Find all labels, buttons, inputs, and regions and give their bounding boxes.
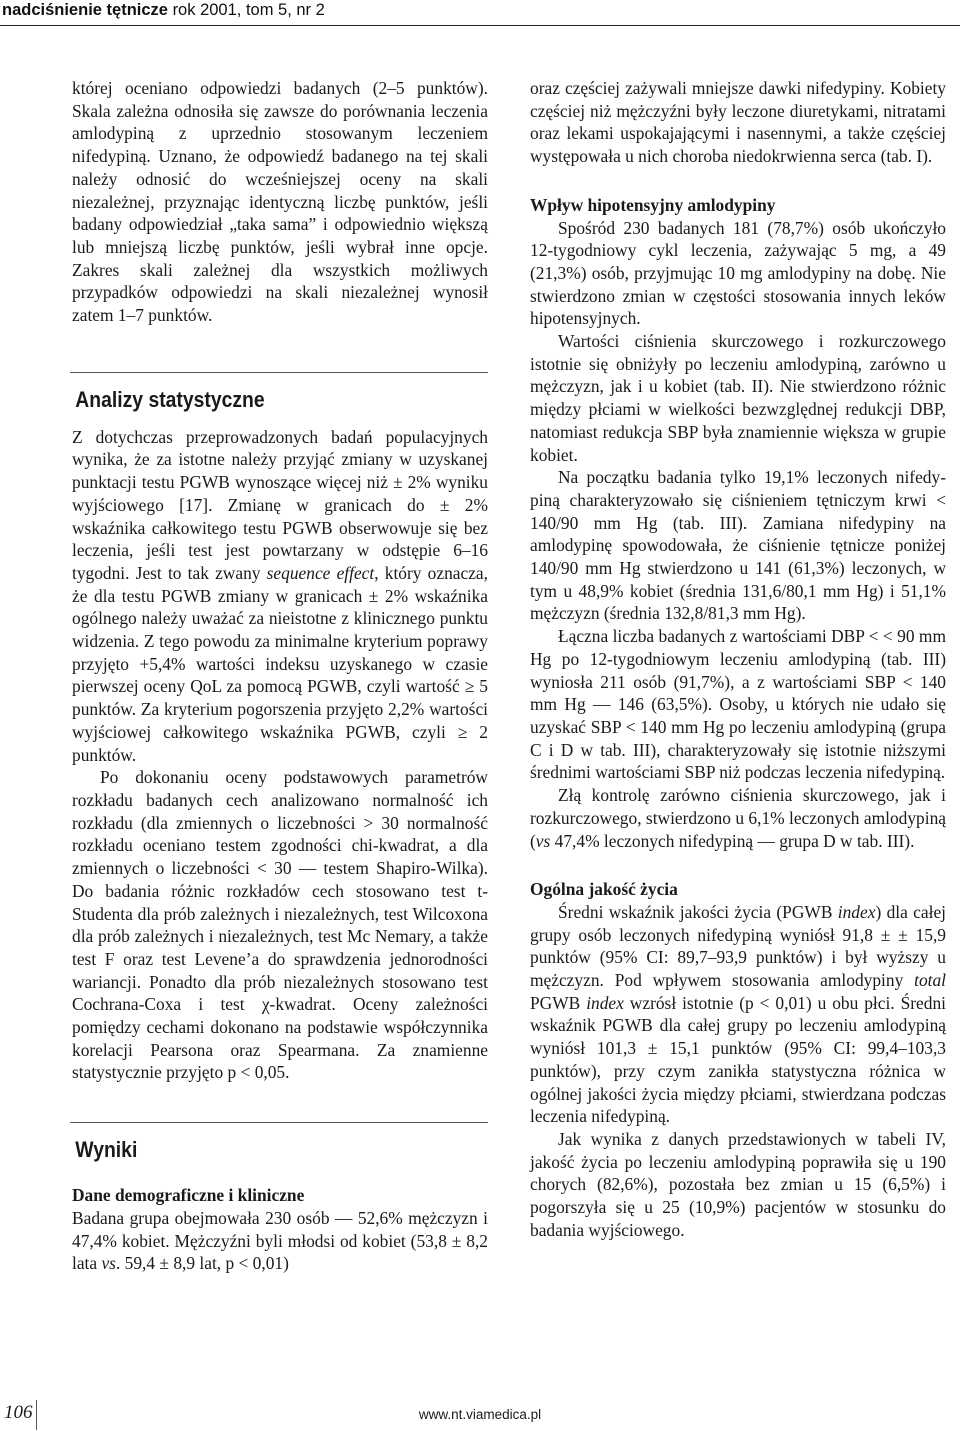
- intro-paragraph: której oceniano odpowiedzi badanych (2–5 punktów). Skala zależna odnosiła się zawsze do porównania leczenia amlodypiną z uprzednio stosowanym leczeniem nifedypiną. Uznano, że odpowiedź badanego na tej skali należy odnosić do wcześniejszej oceny na skali niezależnej, przyznając identyczną liczbę punktów, jeśli badany odpowiedział „taka sama” i odpowiednio większą lub mniejszą liczbę punktów, jeśli wybrał inne opcje. Zakres skali zależnej dla wszystkich możliwych przypadków odpowiedzi na skali niezależnej wynosił zatem 1–7 punktów.: [72, 78, 488, 326]
- hypo-paragraph-3: Na początku badania tylko 19,1% leczonych nifedypiną charakteryzowało się ciśnieniem tętniczym krwi < 140/90 mm Hg (tab. III). Zamiana nifedypiny na amlodypinę spowodowała, że ciśnienie tętnicze poniżej 140/90 mm Hg stwierdzono u 141 (61,3%) leczonych, w tym u 48,9% kobiet (średnia 131,6/80,1 mm Hg) i 51,1% mężczyzn (średnia 132,8/81,3 mm Hg).: [530, 467, 946, 624]
- hypo-paragraph-5: Złą kontrolę zarówno ciśnienia skurczowego, jak i rozkurczowego, stwierdzono u 6,1% leczonych amlodypiną (vs 47,4% leczonych nifedypiną — grupa D w tab. III).: [530, 785, 946, 851]
- hypo-paragraph-1: Spośród 230 badanych 181 (78,7%) osób ukończyło 12-tygodniowy cykl leczenia, zażywając 5 mg, a 49 (21,3%) osób, przyjmując 10 mg amlodypiny na dobę. Nie stwierdzono zmian w częstości stosowania innych leków hipotensyjnych.: [530, 217, 946, 329]
- issue-info: rok 2001, tom 5, nr 2: [172, 1, 325, 19]
- subhead-hypotensive: Wpływ hipotensyjny amlodypiny: [530, 194, 776, 215]
- continued-paragraph: oraz częściej zażywali mniejsze dawki nifedypiny. Kobiety częściej niż mężczyźni były leczone diuretykami, nitratami oraz lekami uspokajającymi i nasennymi, a także częściej występowała u nich choroba niedokrwienna serca (tab. I).: [530, 78, 946, 167]
- right-column: [530, 77, 946, 1241]
- running-head: [0, 0, 325, 20]
- left-column: [72, 77, 488, 1275]
- journal-name: nadciśnienie tętnicze: [2, 1, 168, 19]
- hypo-paragraph-4: Łączna liczba badanych z wartościami DBP < < 90 mm Hg po 12-tygodniowym leczeniu amlodypiną (tab. III) wyniosła 211 osób (91,7%), a z wartościami SBP < 140 mm Hg — 146 (63,5%). Osoby, u których nie udało się uzyskać SBP < 140 mm Hg po leczeniu amlodypiną (grupa C i D w tab. III), charakteryzowały się istotnie niższymi średnimi wartościami SBP niż podczas leczenia nifedypiną.: [530, 626, 946, 783]
- hypo-paragraph-2: Wartości ciśnienia skurczowego i rozkurczowego istotnie się obniżyły po leczeniu amlodypiną, zarówno u mężczyzn, jak i u kobiet (tab. II). Nie stwierdzono różnic między płciami w wielkości bezwzględnej redukcji DBP, natomiast redukcja SBP była znamiennie większa w grupie kobiet.: [530, 331, 946, 465]
- section-heading-stats: [70, 372, 488, 426]
- section-title-results: Wyniki: [75, 1137, 138, 1163]
- stats-paragraph-1: Z dotychczas przeprowadzonych badań populacyjnych wynika, że za istotne należy przyjąć zmiany w uzyskanej punktacji testu PGWB wynoszące więcej niż ± 2% wyniku wyjściowego [17]. Zmianę w granicach do ± 2% wskaźnika całkowitego testu PGWB obserwowuje się bez leczenia, jeśli test jest powtarzany w odstępie 6–16 tygodni. Jest to tak zwany sequence effect, który oznacza, że dla testu PGWB zmiany w granicach ± 2% wskaźnika ogólnego należy uważać za nieistotne z klinicznego punktu widzenia. Z tego powodu za minimalne kryterium poprawy przyjęto +5,4% wartości indeksu uzyskanego w czasie pierwszej oceny QoL za pomocą PGWB, czyli wartość ≥ 5 punktów. Za kryterium pogorszenia przyjęto 2,2% wartości wyjściowej całkowitego wskaźnika PGWB, czyli ≥ 2 punktów.: [72, 426, 488, 765]
- page-number: 106: [4, 1402, 33, 1423]
- subhead-quality-of-life: Ogólna jakość życia: [530, 879, 678, 900]
- stats-paragraph-2: Po dokonaniu oceny podstawowych parametrów rozkładu badanych cech analizowano normalność ich rozkładu (dla zmiennych o liczebności > 30 normalność rozkładu oceniano testem zgodności chi-kwadrat, a dla zmiennych o liczebności < 30 — testem Shapiro-Wilka). Do badania różnic rozkładów cech stosowano test t-Studenta dla prób zależnych i niezależnych, test Wilcoxona dla prób zależnych i niezależnych, test Mc Nemary, a także test F oraz test Levene’a do sprawdzenia jednorodności wariancji. Ponadto dla prób niezależnych stosowano test Cochrana-Coxa i test χ-kwadrat. Oceny zależności pomiędzy cechami dokonano na podstawie współczynnika korelacji Pearsona oraz Spearmana. Za znamienne statystycznie przyjęto p < 0,05.: [72, 767, 488, 1083]
- footer-url: www.nt.viamedica.pl: [418, 1407, 542, 1422]
- section-heading-results: [70, 1122, 488, 1176]
- subhead-demographics: Dane demograficzne i kliniczne: [72, 1185, 305, 1206]
- demographics-paragraph: Badana grupa obejmowała 230 osób — 52,6% mężczyzn i 47,4% kobiet. Mężczyźni byli młodsi od kobiet (53,8 ± 8,2 lata vs. 59,4 ± 8,9 lat, p < 0,01): [72, 1207, 488, 1274]
- qol-paragraph-1: Średni wskaźnik jakości życia (PGWB index) dla całej grupy osób leczonych nifedypiną wyniósł 91,8 ± ± 15,9 punktów (95% CI: 89,7–93,9 punktów) i był wyższy u mężczyzn. Pod wpływem stosowania amlodypiny total PGWB index wzrósł istotnie (p < 0,01) u obu płci. Średni wskaźnik PGWB dla całej grupy po leczeniu amlodypiną wyniósł 101,3 ± 15,1 punktów (95% CI: 99,4–103,3 punktów), przy czym zanikła statystyczna różnica w ogólnej jakości życia między płciami, stwierdzana podczas leczenia nifedypiną.: [530, 901, 947, 1127]
- qol-paragraph-2: Jak wynika z danych przedstawionych w tabeli IV, jakość życia po leczeniu amlodypiną poprawiła się u 190 chorych (82,6%), pozostała bez zmian u 15 (6,5%) i pogorszyła się u 25 (10,9%) pacjentów w stosunku do badania wyjściowego.: [530, 1128, 946, 1240]
- header-rule: [0, 25, 960, 26]
- section-title-stats: Analizy statystyczne: [75, 386, 265, 412]
